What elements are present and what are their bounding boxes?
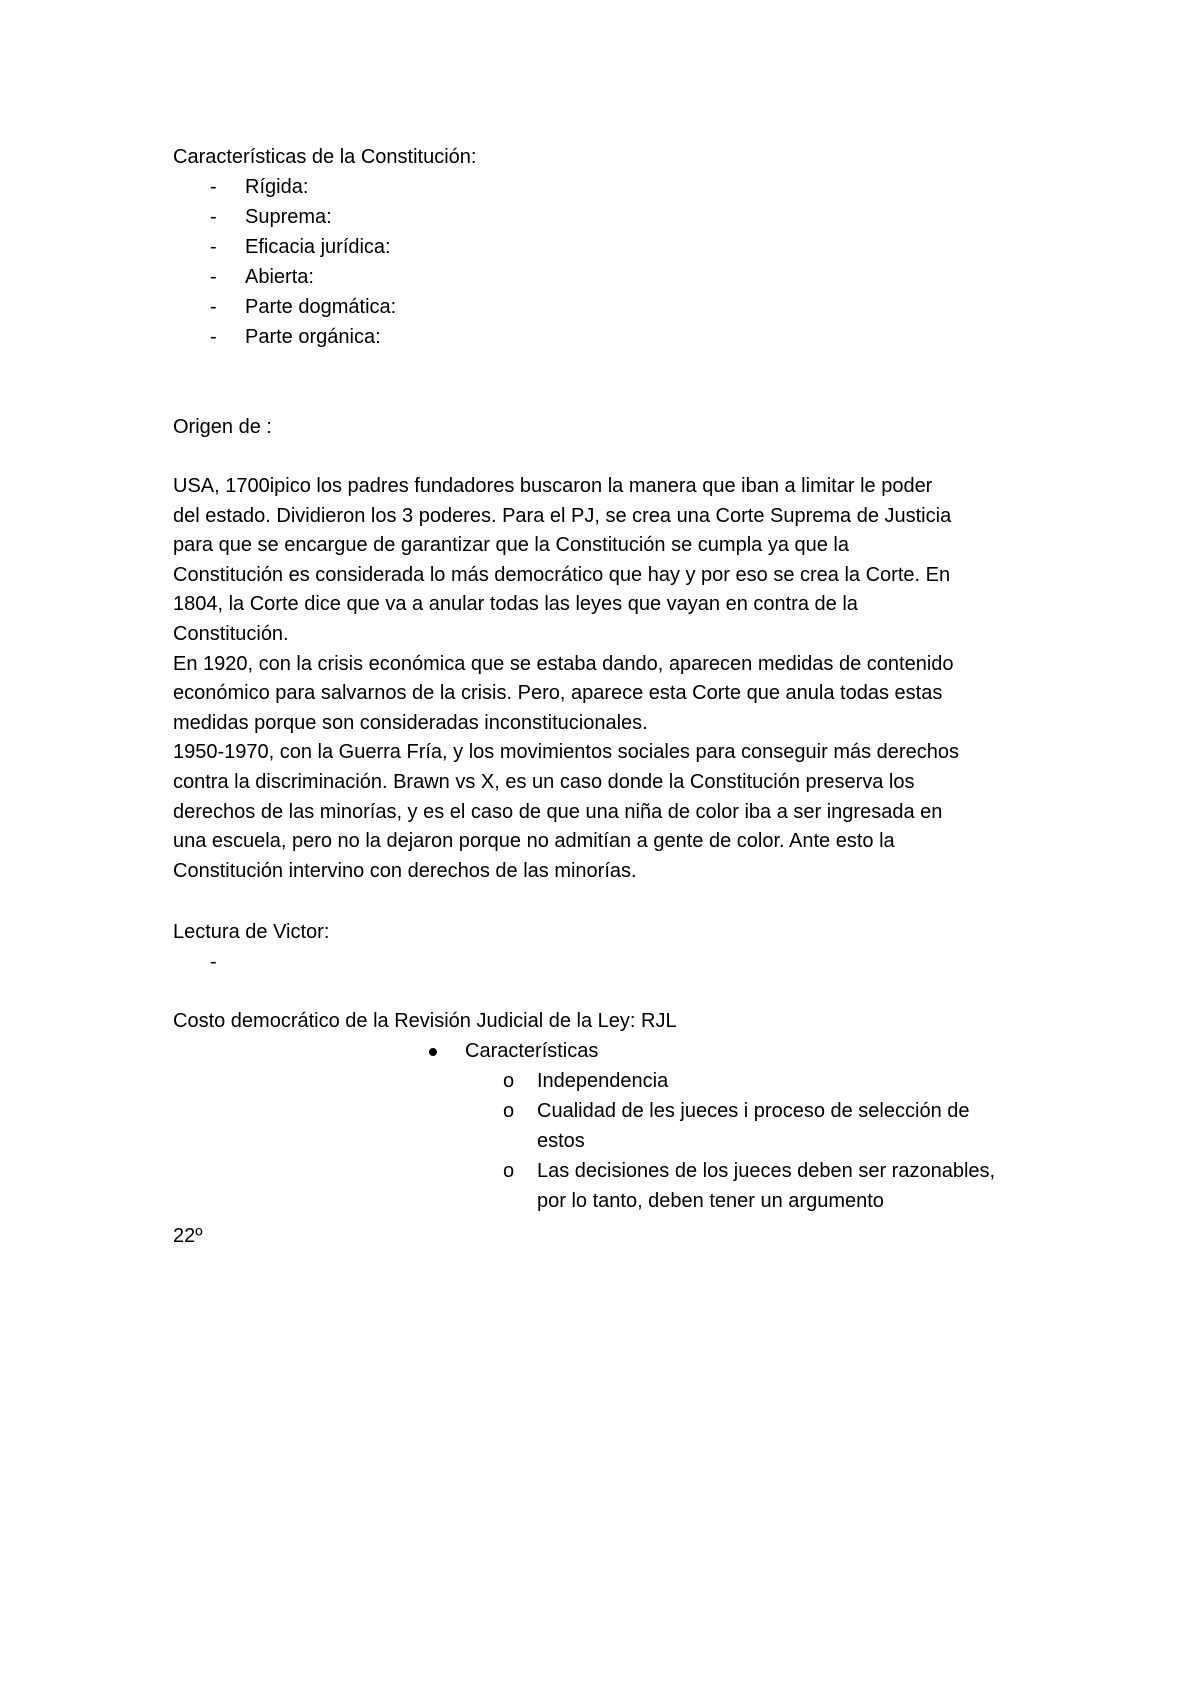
- origen-paragraph: [173, 472, 1053, 886]
- sub-list-item-continuation: [0, 1187, 1100, 1217]
- sub-item-text: Cualidad de les jueces i proceso de selección de: [537, 1100, 970, 1122]
- list-item: [0, 263, 600, 293]
- list-item: [0, 233, 600, 263]
- footer-note: 22º: [173, 1225, 203, 1247]
- paragraph-line: derechos de las minorías, y es el caso de que una niña de color iba a ser ingresada en: [173, 800, 943, 823]
- dash-marker: -: [210, 176, 217, 198]
- paragraph-line: 1950-1970, con la Guerra Fría, y los movimientos sociales para conseguir más derechos: [173, 741, 959, 764]
- paragraph-line: USA, 1700ipico los padres fundadores buscaron la manera que iban a limitar le poder: [173, 475, 933, 497]
- sub-item-text: por lo tanto, deben tener un argumento: [537, 1190, 884, 1212]
- paragraph-line: Constitución es considerada lo más democrático que hay y por eso se crea la Corte. En: [173, 563, 951, 586]
- dash-marker: -: [210, 951, 217, 973]
- sub-list-item: [0, 1067, 1100, 1097]
- paragraph-line: una escuela, pero no la dejaron porque no admitían a gente de color. Ante esto la: [173, 830, 895, 853]
- sub-list-item: [0, 1157, 1100, 1187]
- paragraph-line: para que se encargue de garantizar que la Constitución se cumpla ya que la: [173, 534, 849, 557]
- bullet-item: [0, 1037, 900, 1067]
- sub-list-item-continuation: [0, 1127, 1100, 1157]
- section-heading-lectura: Lectura de Victor:: [173, 921, 330, 943]
- sub-item-text: estos: [537, 1130, 585, 1152]
- sub-item-text: Independencia: [537, 1070, 669, 1092]
- list-item-label: Parte orgánica:: [245, 326, 381, 348]
- dash-marker: -: [210, 266, 217, 288]
- list-item-label: Abierta:: [245, 266, 314, 288]
- list-item-label: Eficacia jurídica:: [245, 236, 391, 258]
- paragraph-line: Constitución intervino con derechos de las minorías.: [173, 859, 637, 882]
- dash-marker: -: [210, 296, 217, 318]
- circle-bullet-icon: o: [503, 1070, 515, 1092]
- bullet-dot-icon: [429, 1048, 437, 1056]
- paragraph-line: contra la discriminación. Brawn vs X, es un caso donde la Constitución preserva los: [173, 770, 915, 793]
- sub-list-item: [0, 1097, 1100, 1127]
- paragraph-line: En 1920, con la crisis económica que se estaba dando, aparecen medidas de contenido: [173, 652, 954, 675]
- list-item: [0, 173, 600, 203]
- circle-bullet-icon: o: [503, 1160, 515, 1182]
- list-item: [0, 203, 600, 233]
- section-heading-origen: Origen de :: [173, 416, 272, 438]
- dash-marker: -: [210, 236, 217, 258]
- bullet-label: Características: [465, 1040, 599, 1062]
- paragraph-line: del estado. Dividieron los 3 poderes. Para el PJ, se crea una Corte Suprema de Justicia: [173, 504, 952, 527]
- list-item: [0, 323, 600, 353]
- list-item: [0, 948, 400, 978]
- sub-item-text: Las decisiones de los jueces deben ser razonables,: [537, 1160, 996, 1182]
- section-heading-costo: Costo democrático de la Revisión Judicial de la Ley: RJL: [173, 1010, 677, 1032]
- dash-marker: -: [210, 206, 217, 228]
- list-item-label: Suprema:: [245, 206, 332, 228]
- list-item-label: Rígida:: [245, 176, 309, 198]
- paragraph-line: 1804, la Corte dice que va a anular todas las leyes que vayan en contra de la: [173, 593, 858, 616]
- paragraph-line: económico para salvarnos de la crisis. Pero, aparece esta Corte que anula todas estas: [173, 682, 943, 705]
- circle-bullet-icon: o: [503, 1100, 515, 1122]
- dash-marker: -: [210, 326, 217, 348]
- section-heading-caracteristicas: Características de la Constitución:: [173, 146, 477, 168]
- paragraph-line: medidas porque son consideradas inconstitucionales.: [173, 711, 648, 734]
- list-item: [0, 293, 600, 323]
- paragraph-line: Constitución.: [173, 622, 289, 645]
- list-item-label: Parte dogmática:: [245, 296, 397, 318]
